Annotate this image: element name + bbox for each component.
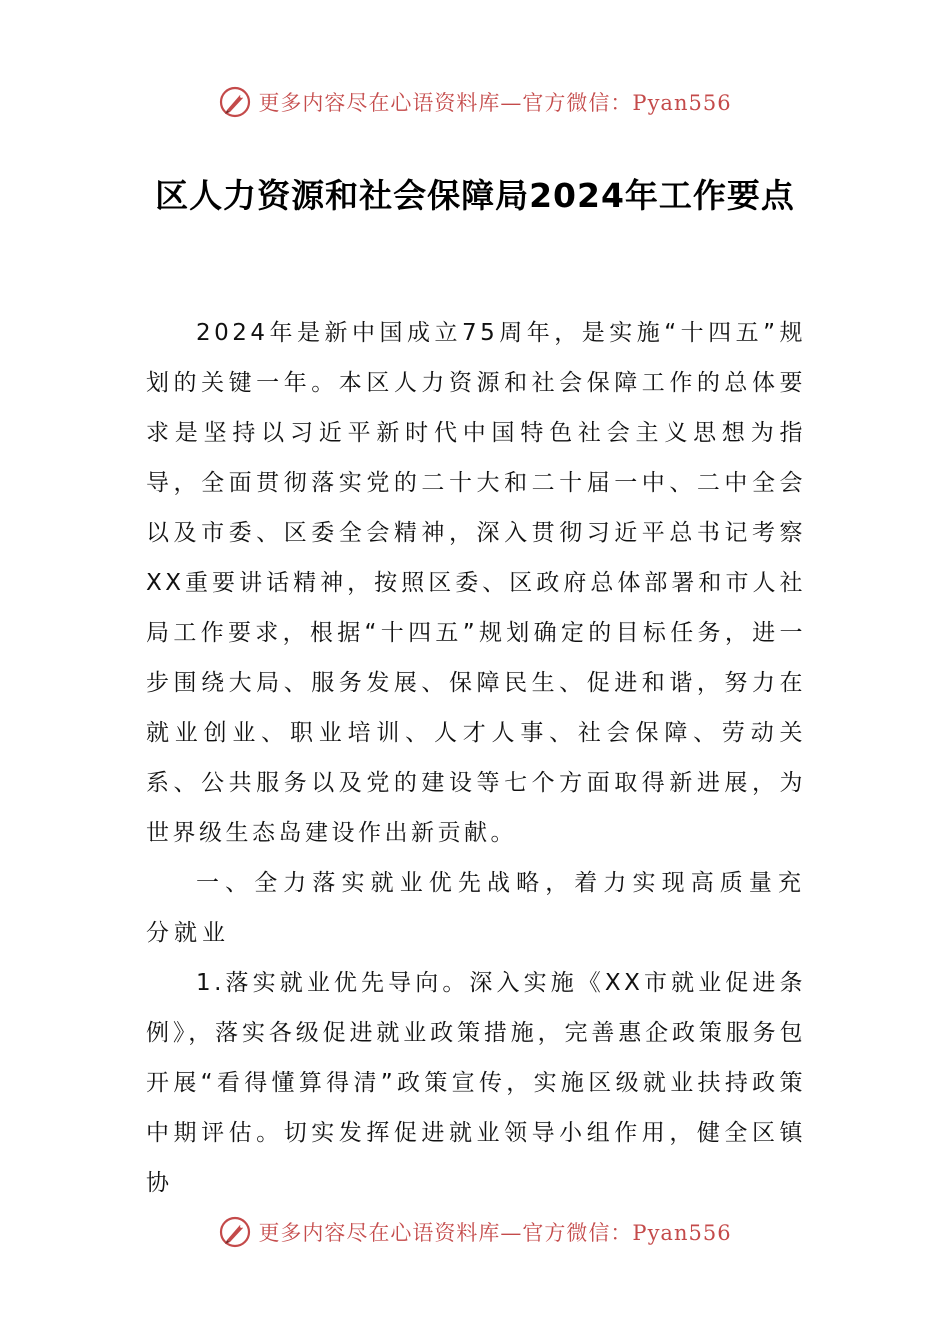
item-paragraph: 1.落实就业优先导向。深入实施《XX市就业促进条例》，落实各级促进就业政策措施，完善惠企政策服务包开展“看得懂算得清”政策宣传，实施区级就业扶持政策中期评估。切实发挥促进就业领导小组作用，健全区镇协 [146, 970, 806, 1196]
watermark-text: 更多内容尽在心语资料库—官方微信：Pyan556 [258, 1221, 732, 1245]
section-heading: 一、全力落实就业优先战略，着力实现高质量充分就业 [146, 870, 806, 946]
intro-paragraph: 2024年是新中国成立75周年，是实施“十四五”规划的关键一年。本区人力资源和社会保障工作的总体要求是坚持以习近平新时代中国特色社会主义思想为指导，全面贯彻落实党的二十大和二十届一中、二中全会以及市委、区委全会精神，深入贯彻习近平总书记考察XX重要讲话精神，按照区委、区政府总体部署和市人社局工作要求，根据“十四五”规划确定的目标任务，进一步围绕大局、服务发展、保障民生、促进和谐，努力在就业创业、职业培训、人才人事、社会保障、劳动关系、公共服务以及党的建设等七个方面取得新进展，为世界级生态岛建设作出新贡献。 [146, 320, 806, 846]
document-body [146, 308, 806, 1208]
document-title: 区人力资源和社会保障局2024年工作要点 [155, 176, 795, 215]
watermark-banner-top [0, 82, 950, 122]
pen-circle-logo-icon [218, 85, 252, 119]
watermark-banner-bottom [0, 1212, 950, 1252]
watermark-text: 更多内容尽在心语资料库—官方微信：Pyan556 [258, 91, 732, 115]
pen-circle-logo-icon [218, 1215, 252, 1249]
